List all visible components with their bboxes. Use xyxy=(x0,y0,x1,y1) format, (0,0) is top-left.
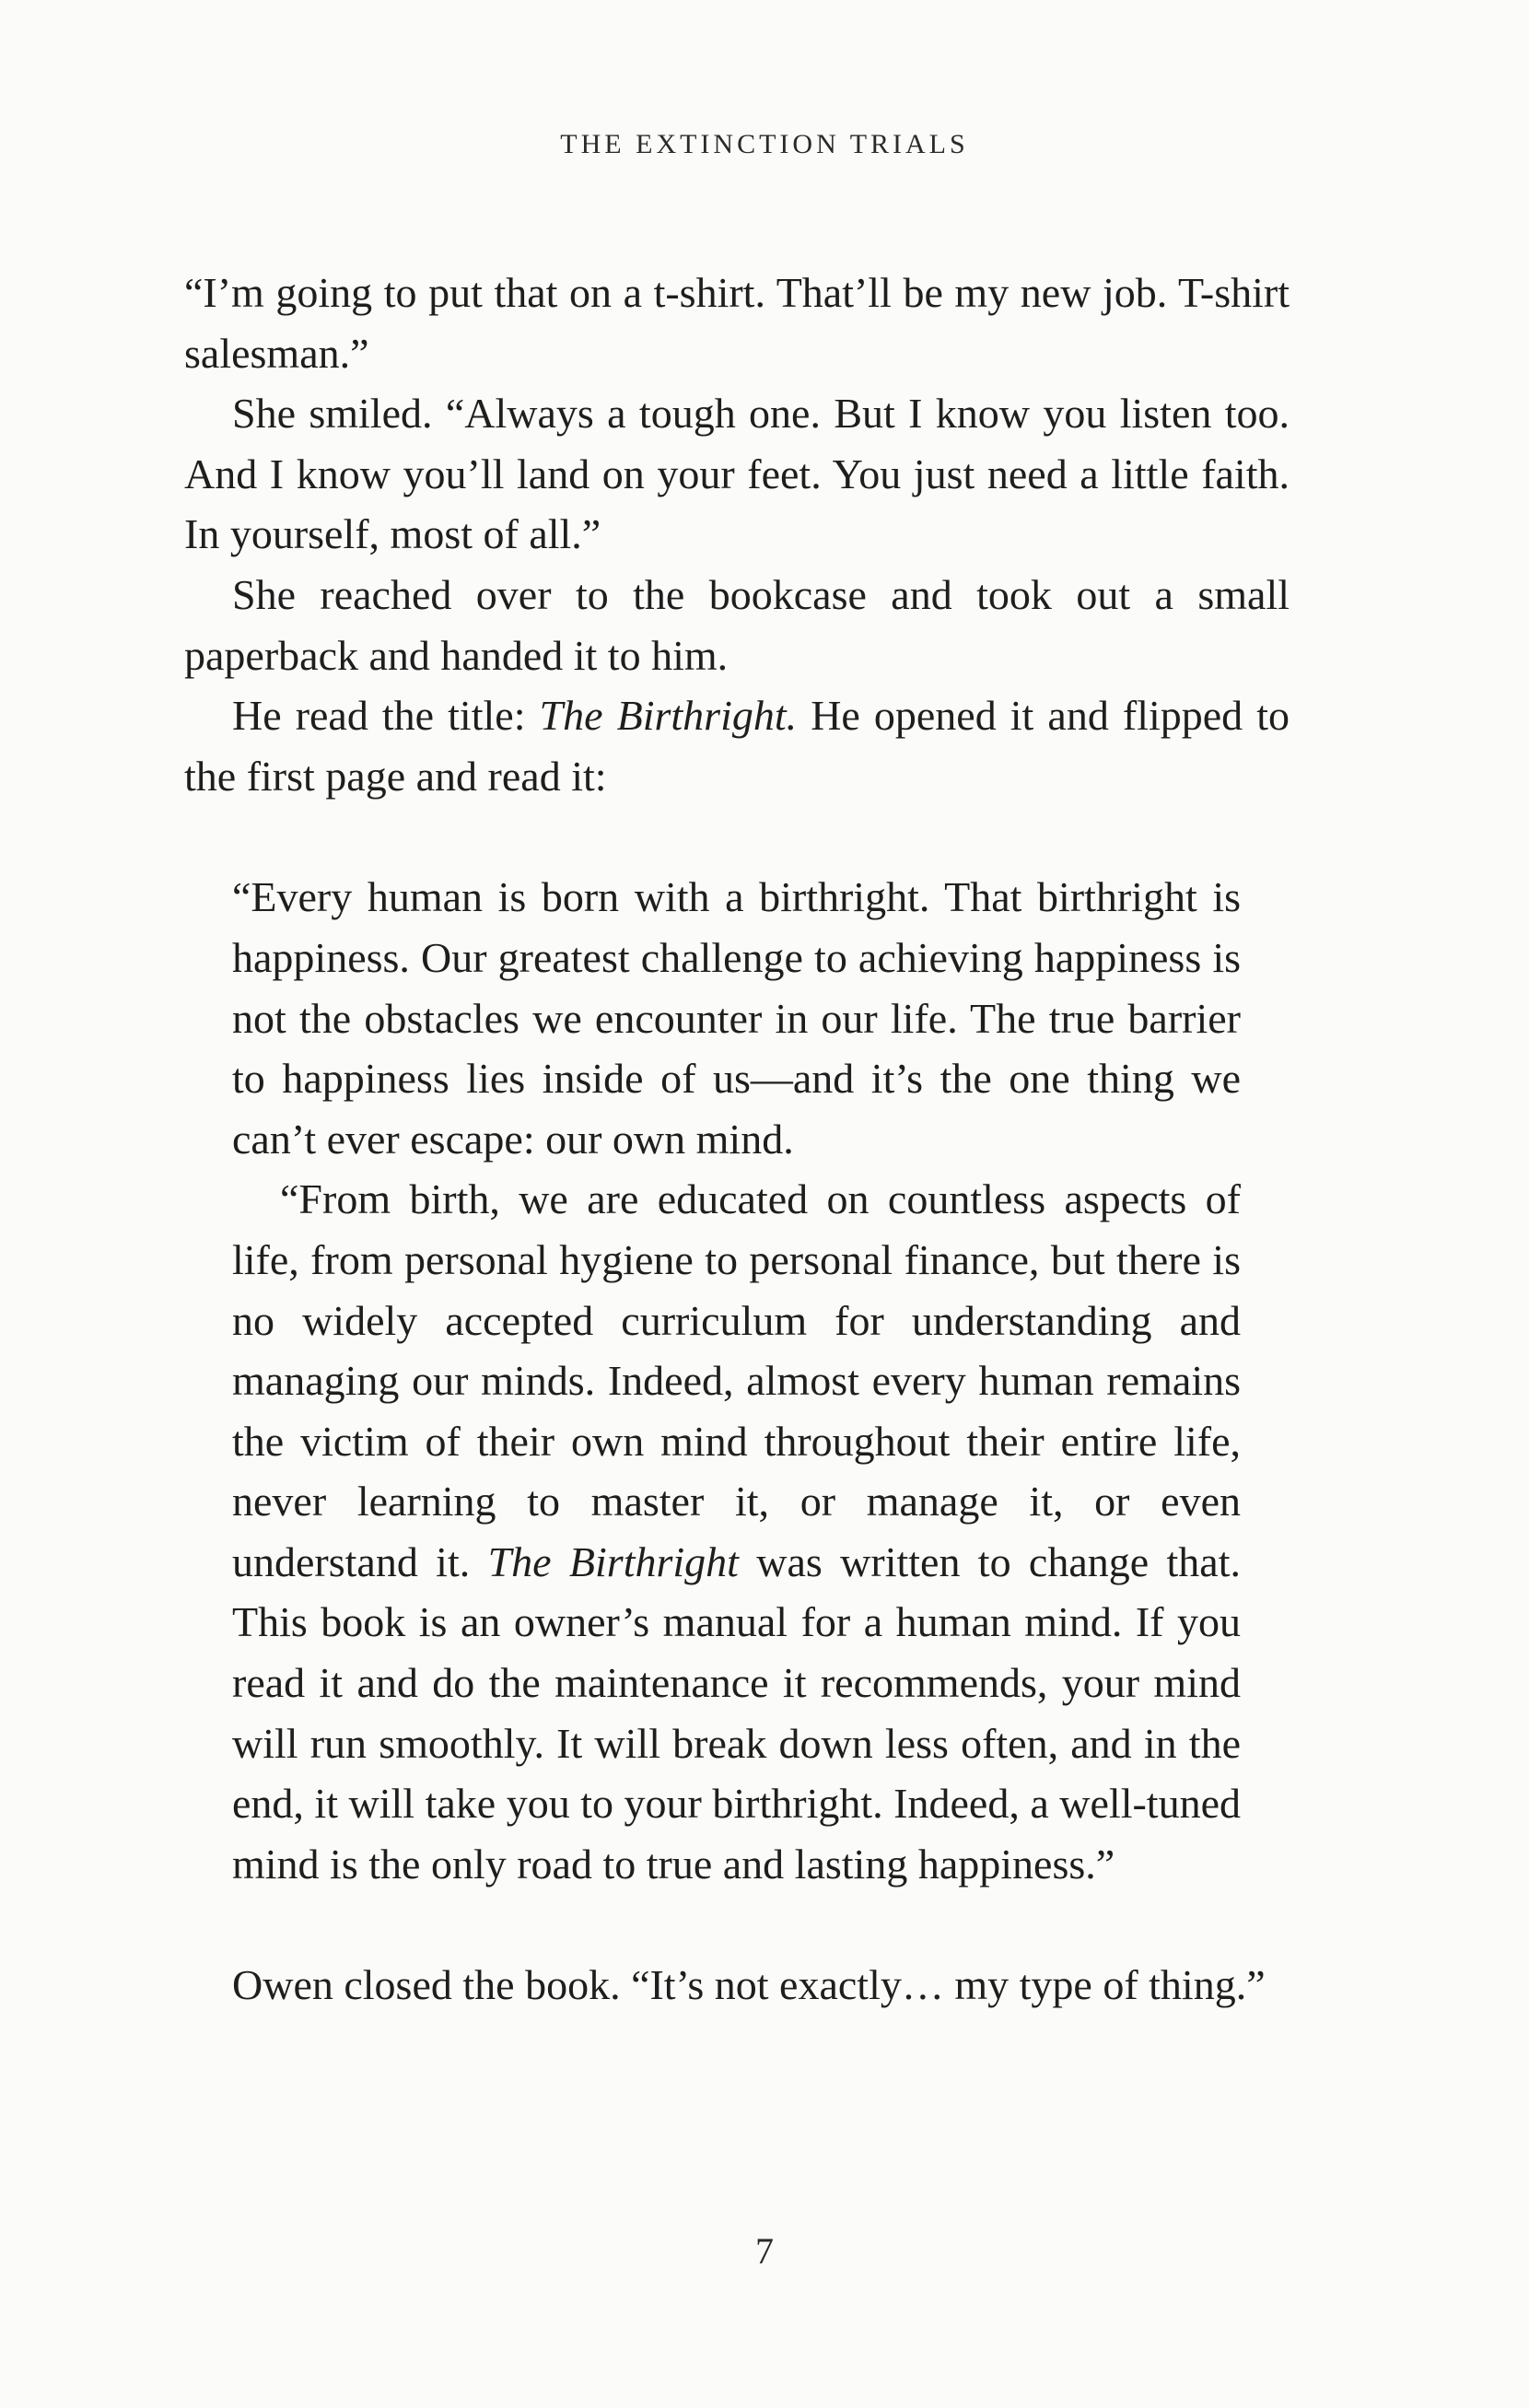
text-run: was written to change that. This book is an owner’s manual for a human mind. If you read it and do the maintenance it recommends, your mind will run smoothly. It will break down less often, and in the end, it will take you to your birthright. Indeed, a well-tuned mind is the only road to true and lasting happiness.” xyxy=(232,1537,1241,1888)
paragraph-bookcase: She reached over to the bookcase and took out a small paperback and handed it to him. xyxy=(184,570,1290,679)
paragraph-owen-closed: Owen closed the book. “It’s not exactly… my type of thing.” xyxy=(232,1961,1266,2009)
page-number: 7 xyxy=(755,2230,774,2272)
book-title: The Birthright. xyxy=(539,692,798,740)
book-title: The Birthright xyxy=(487,1537,739,1585)
excerpt-paragraph-birthright: “Every human is born with a birthright. That birthright is happiness. Our greatest challenge to achieving happiness is not the obstacles we encounter in our life. The true barrier to happiness lies inside of us—and it’s the one thing we can’t ever escape: our own mind. xyxy=(232,873,1241,1163)
text-run: He opened it and flipped to the first page and read it: xyxy=(184,692,1290,800)
text-run: He read the title: xyxy=(232,692,540,740)
excerpt-paragraph-from-birth xyxy=(232,1169,1241,1894)
book-excerpt xyxy=(232,867,1241,1894)
text-run: “From birth, we are educated on countless aspects of life, from personal hygiene to personal finance, but there is no widely accepted curriculum for understanding and managing our minds. Indeed, almost every human remains the victim of their own mind throughout their entire life, never learning to master it, or manage it, or even understand it. xyxy=(232,1175,1241,1585)
running-head: THE EXTINCTION TRIALS xyxy=(560,129,969,159)
paragraph-tshirt: “I’m going to put that on a t-shirt. That’ll be my new job. T-shirt salesman.” xyxy=(184,269,1290,377)
body-text xyxy=(184,263,1290,2016)
paragraph-read-title xyxy=(184,685,1290,806)
paragraph-she-smiled: She smiled. “Always a tough one. But I know you listen too. And I know you’ll land on your feet. You just need a little faith. In yourself, most of all.” xyxy=(184,390,1290,558)
